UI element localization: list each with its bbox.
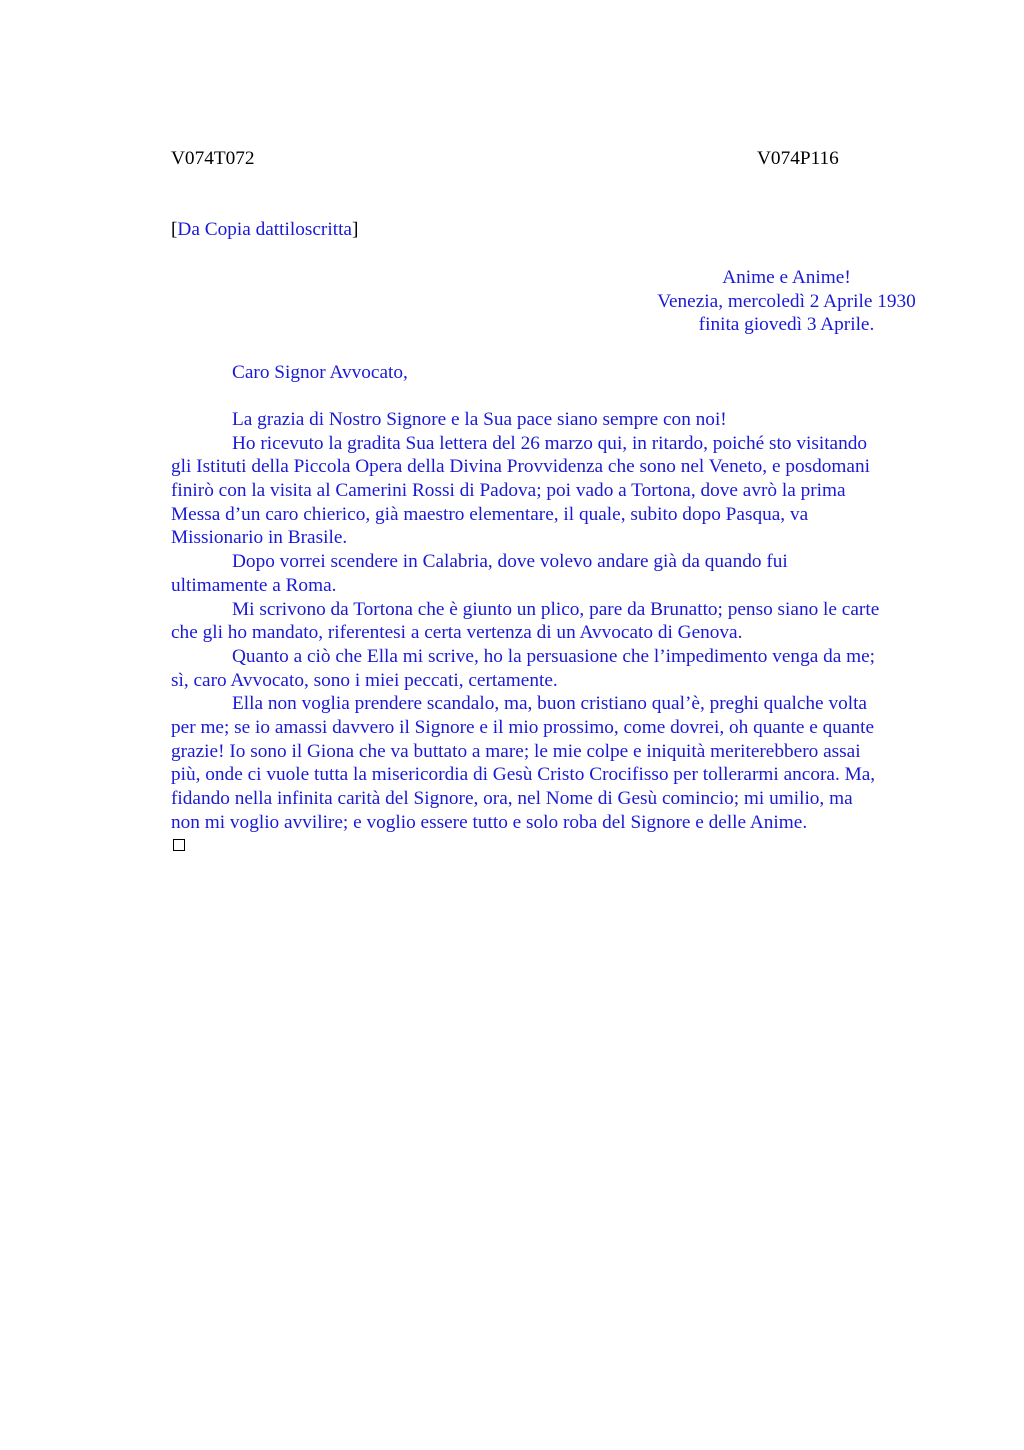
letter-body bbox=[171, 408, 931, 834]
body-line: fidando nella infinita carità del Signore, ora, nel Nome di Gesù comincio; mi umilio, ma bbox=[171, 788, 853, 809]
body-line: Missionario in Brasile. bbox=[171, 527, 348, 549]
body-line: Quanto a ciò che Ella mi scrive, ho la persuasione che l’impedimento venga da me; bbox=[232, 645, 876, 667]
body-line: non mi voglio avvilire; e voglio essere tutto e solo roba del Signore e delle Anime. bbox=[171, 811, 808, 833]
salutation: Caro Signor Avvocato, bbox=[232, 362, 408, 383]
body-line: Messa d’un caro chierico, già maestro elementare, il quale, subito dopo Pasqua, va bbox=[171, 503, 809, 525]
heading-place-date: Venezia, mercoledì 2 Aprile 1930 bbox=[657, 290, 916, 312]
body-line: che gli ho mandato, riferentesi a certa vertenza di un Avvocato di Genova. bbox=[171, 622, 743, 644]
source-close-bracket: ] bbox=[351, 219, 359, 240]
document-code-right: V074P116 bbox=[757, 148, 839, 169]
heading-finished-date: finita giovedì 3 Aprile. bbox=[698, 314, 875, 336]
end-of-text-box-icon bbox=[173, 839, 185, 851]
body-line: per me; se io amassi davvero il Signore e il mio prossimo, come dovrei, oh quante e quante bbox=[171, 716, 875, 738]
body-line: Dopo vorrei scendere in Calabria, dove volevo andare già da quando fui bbox=[232, 551, 788, 573]
body-line: Ho ricevuto la gradita Sua lettera del 26 marzo qui, in ritardo, poiché sto visitando bbox=[232, 432, 868, 454]
heading-title: Anime e Anime! bbox=[722, 267, 851, 288]
document-code-left: V074T072 bbox=[171, 148, 255, 169]
body-line: grazie! Io sono il Giona che va buttato a mare; le mie colpe e iniquità meriterebbero assai bbox=[171, 740, 861, 762]
source-label: Da Copia dattiloscritta bbox=[177, 219, 352, 240]
letter-heading bbox=[640, 266, 933, 337]
body-line: gli Istituti della Piccola Opera della Divina Provvidenza che sono nel Veneto, e posdomani bbox=[171, 456, 870, 478]
body-line: La grazia di Nostro Signore e la Sua pace siano sempre con noi! bbox=[232, 409, 727, 430]
body-line: più, onde ci vuole tutta la misericordia di Gesù Cristo Crocifisso per tollerarmi ancora. Ma, bbox=[171, 764, 876, 786]
body-line: Ella non voglia prendere scandalo, ma, buon cristiano qual’è, preghi qualche volta bbox=[232, 693, 867, 715]
body-line: Mi scrivono da Tortona che è giunto un plico, pare da Brunatto; penso siano le carte bbox=[232, 598, 880, 620]
source-note bbox=[171, 218, 358, 242]
body-line: finirò con la visita al Camerini Rossi di Padova; poi vado a Tortona, dove avrò la prima bbox=[171, 480, 846, 502]
body-line: ultimamente a Roma. bbox=[171, 574, 337, 596]
body-line: sì, caro Avvocato, sono i miei peccati, certamente. bbox=[171, 669, 558, 691]
source-open-bracket: [ bbox=[171, 219, 178, 240]
